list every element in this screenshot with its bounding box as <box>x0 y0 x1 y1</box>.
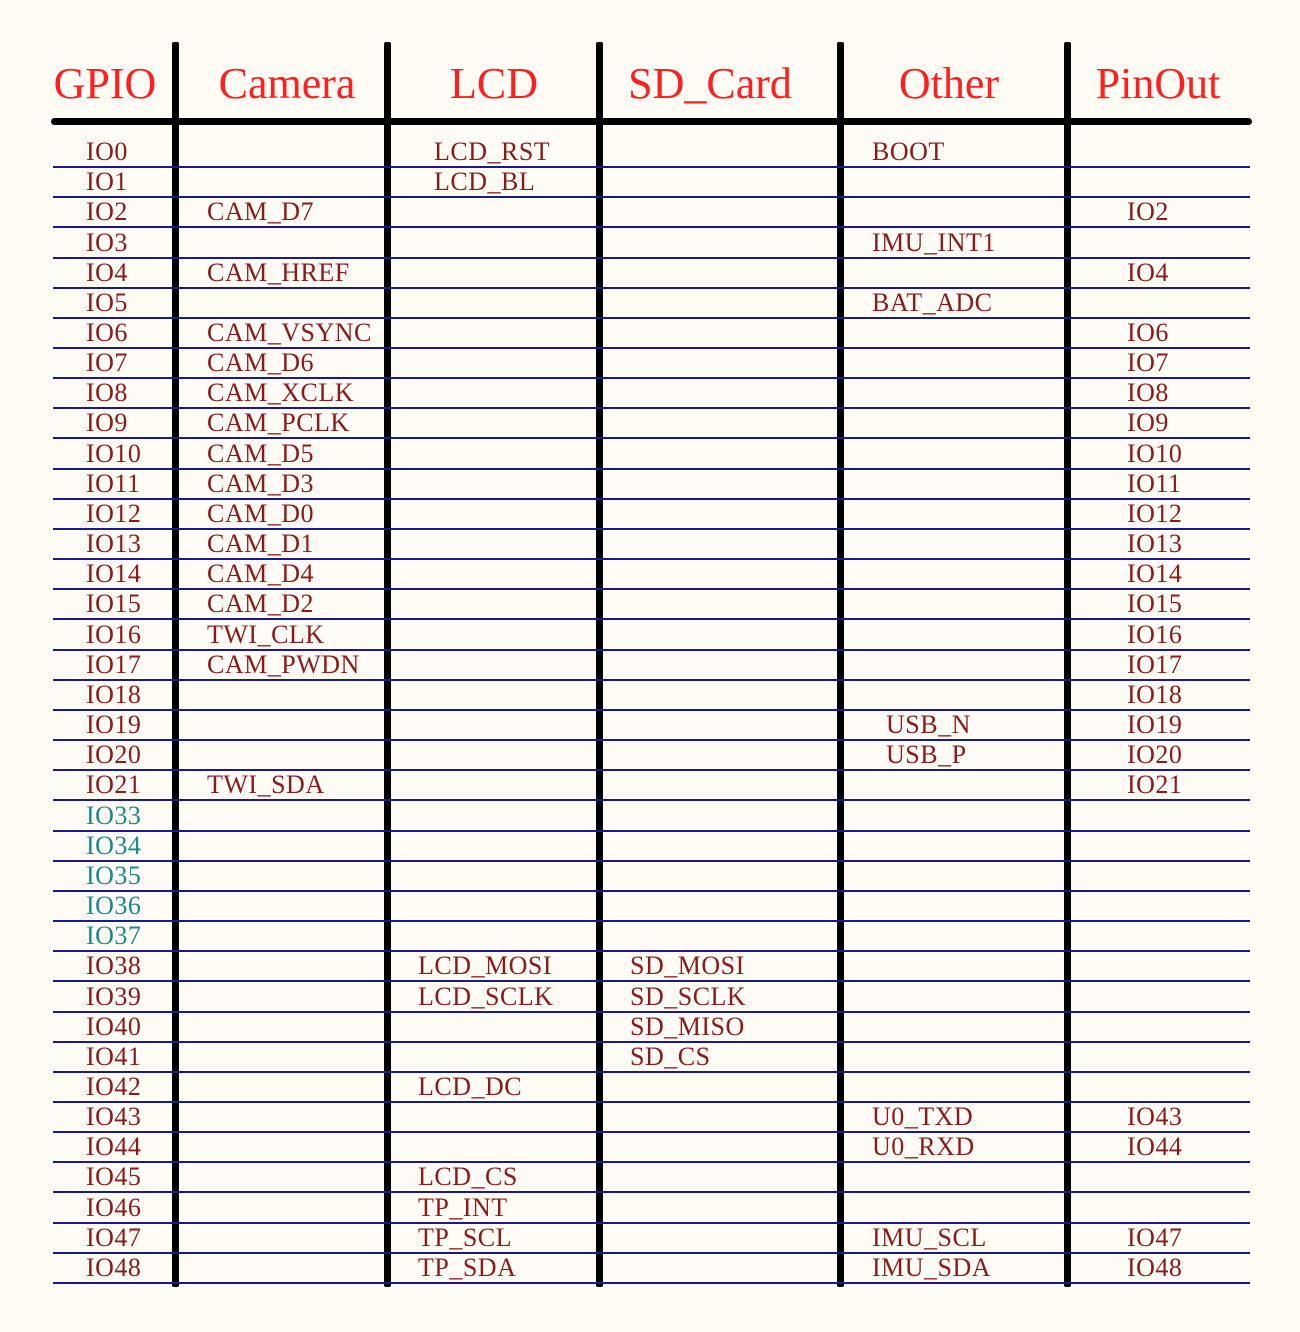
cell-gpio: IO35 <box>86 860 142 890</box>
cell-pinout: IO8 <box>1127 378 1169 408</box>
cell-sd-card: SD_MOSI <box>630 951 745 981</box>
cell-camera: CAM_D6 <box>207 348 315 378</box>
table-row <box>0 681 1300 711</box>
table-row <box>0 259 1300 289</box>
cell-camera: CAM_D2 <box>207 589 315 619</box>
cell-gpio: IO8 <box>86 378 128 408</box>
table-row <box>0 560 1300 590</box>
cell-camera: CAM_D1 <box>207 529 315 559</box>
header-gpio: GPIO <box>53 59 157 108</box>
cell-pinout: IO11 <box>1127 468 1182 498</box>
cell-pinout: IO21 <box>1127 770 1183 800</box>
cell-lcd: LCD_CS <box>418 1162 518 1192</box>
table-row <box>0 1013 1300 1043</box>
table-row <box>0 168 1300 198</box>
table-row <box>0 952 1300 982</box>
header-sd-card: SD_Card <box>628 59 792 108</box>
table-row <box>0 832 1300 862</box>
table-row <box>0 440 1300 470</box>
cell-other: USB_N <box>886 710 971 739</box>
table-row <box>0 1073 1300 1103</box>
cell-camera: CAM_D4 <box>207 559 315 589</box>
table-row <box>0 1163 1300 1193</box>
table-row <box>0 1254 1300 1284</box>
table-row <box>0 711 1300 741</box>
table-row <box>0 741 1300 771</box>
cell-lcd: TP_INT <box>418 1192 508 1222</box>
header-pinout: PinOut <box>1095 59 1221 108</box>
cell-gpio: IO2 <box>86 197 128 227</box>
table-row <box>0 500 1300 530</box>
cell-lcd: LCD_DC <box>418 1072 523 1101</box>
cell-gpio: IO37 <box>86 921 142 951</box>
cell-gpio: IO43 <box>86 1102 142 1132</box>
cell-gpio: IO45 <box>86 1162 142 1192</box>
cell-pinout: IO13 <box>1127 529 1183 559</box>
table-row <box>0 289 1300 319</box>
cell-gpio: IO18 <box>86 679 142 709</box>
cell-camera: CAM_D5 <box>207 438 315 468</box>
table-row <box>0 621 1300 651</box>
cell-lcd: TP_SCL <box>418 1222 513 1252</box>
cell-lcd: LCD_BL <box>434 167 536 197</box>
cell-pinout: IO15 <box>1127 589 1183 619</box>
cell-pinout: IO16 <box>1127 619 1183 649</box>
table-row <box>0 1224 1300 1254</box>
table-row <box>0 138 1300 168</box>
cell-gpio: IO34 <box>86 830 142 860</box>
table-row <box>0 470 1300 500</box>
table-row <box>0 983 1300 1013</box>
table-row <box>0 590 1300 620</box>
table-row <box>0 409 1300 439</box>
cell-camera: CAM_D3 <box>207 468 315 498</box>
cell-pinout: IO10 <box>1127 438 1183 468</box>
cell-pinout: IO19 <box>1127 710 1183 739</box>
cell-camera: CAM_D7 <box>207 197 315 227</box>
cell-lcd: LCD_SCLK <box>418 981 554 1011</box>
cell-gpio: IO36 <box>86 891 142 920</box>
cell-camera: TWI_SDA <box>207 770 325 800</box>
table-row <box>0 892 1300 922</box>
table-row <box>0 198 1300 228</box>
cell-camera: CAM_HREF <box>207 257 350 287</box>
cell-gpio: IO7 <box>86 348 128 378</box>
cell-camera: CAM_D0 <box>207 498 315 528</box>
table-row <box>0 651 1300 681</box>
table-row <box>0 802 1300 832</box>
cell-gpio: IO47 <box>86 1222 142 1252</box>
cell-gpio: IO17 <box>86 649 142 679</box>
cell-camera: CAM_VSYNC <box>207 318 372 347</box>
cell-gpio: IO19 <box>86 710 142 739</box>
table-row <box>0 862 1300 892</box>
cell-pinout: IO48 <box>1127 1252 1183 1282</box>
cell-pinout: IO6 <box>1127 318 1169 347</box>
cell-gpio: IO13 <box>86 529 142 559</box>
header-lcd: LCD <box>450 59 538 108</box>
cell-gpio: IO39 <box>86 981 142 1011</box>
cell-other: U0_TXD <box>872 1102 974 1132</box>
table-row <box>0 1103 1300 1133</box>
cell-pinout: IO7 <box>1127 348 1169 378</box>
table-row <box>0 530 1300 560</box>
header-camera: Camera <box>218 59 356 108</box>
cell-sd-card: SD_MISO <box>630 1011 745 1041</box>
cell-gpio: IO48 <box>86 1252 142 1282</box>
table-row <box>0 1133 1300 1163</box>
cell-other: IMU_INT1 <box>872 227 996 257</box>
cell-lcd: LCD_MOSI <box>418 951 553 981</box>
cell-gpio: IO21 <box>86 770 142 800</box>
cell-gpio: IO33 <box>86 800 142 830</box>
cell-gpio: IO10 <box>86 438 142 468</box>
cell-gpio: IO3 <box>86 227 128 257</box>
table-row <box>0 349 1300 379</box>
cell-gpio: IO41 <box>86 1041 142 1071</box>
cell-lcd: LCD_RST <box>434 137 551 166</box>
table-row <box>0 229 1300 259</box>
cell-other: IMU_SCL <box>872 1222 987 1252</box>
cell-gpio: IO42 <box>86 1072 142 1101</box>
cell-gpio: IO20 <box>86 740 142 770</box>
table-row <box>0 319 1300 349</box>
cell-camera: CAM_PCLK <box>207 408 350 438</box>
cell-camera: TWI_CLK <box>207 619 325 649</box>
cell-gpio: IO4 <box>86 257 128 287</box>
cell-pinout: IO12 <box>1127 498 1183 528</box>
cell-gpio: IO40 <box>86 1011 142 1041</box>
cell-gpio: IO46 <box>86 1192 142 1222</box>
cell-gpio: IO44 <box>86 1132 142 1162</box>
cell-pinout: IO43 <box>1127 1102 1183 1132</box>
table-row <box>0 1043 1300 1073</box>
table-row <box>0 771 1300 801</box>
cell-gpio: IO38 <box>86 951 142 981</box>
cell-other: BOOT <box>872 137 945 166</box>
header-other: Other <box>898 59 1000 108</box>
cell-pinout: IO9 <box>1127 408 1169 438</box>
cell-pinout: IO2 <box>1127 197 1169 227</box>
cell-gpio: IO14 <box>86 559 142 589</box>
cell-sd-card: SD_CS <box>630 1041 711 1071</box>
cell-camera: CAM_PWDN <box>207 649 360 679</box>
cell-pinout: IO14 <box>1127 559 1183 589</box>
table-row <box>0 922 1300 952</box>
cell-pinout: IO4 <box>1127 257 1169 287</box>
cell-pinout: IO18 <box>1127 679 1183 709</box>
cell-other: U0_RXD <box>872 1132 975 1162</box>
cell-sd-card: SD_SCLK <box>630 981 747 1011</box>
cell-pinout: IO20 <box>1127 740 1183 770</box>
cell-lcd: TP_SDA <box>418 1252 517 1282</box>
cell-other: IMU_SDA <box>872 1252 992 1282</box>
cell-gpio: IO6 <box>86 318 128 347</box>
cell-pinout: IO44 <box>1127 1132 1183 1162</box>
cell-pinout: IO47 <box>1127 1222 1183 1252</box>
table-row <box>0 379 1300 409</box>
table-row <box>0 1194 1300 1224</box>
cell-pinout: IO17 <box>1127 649 1183 679</box>
cell-gpio: IO1 <box>86 167 128 197</box>
cell-gpio: IO16 <box>86 619 142 649</box>
cell-gpio: IO15 <box>86 589 142 619</box>
cell-other: BAT_ADC <box>872 287 993 317</box>
cell-gpio: IO0 <box>86 137 128 166</box>
row-separator <box>53 1282 1250 1284</box>
cell-gpio: IO9 <box>86 408 128 438</box>
cell-gpio: IO11 <box>86 468 141 498</box>
cell-gpio: IO5 <box>86 287 128 317</box>
cell-gpio: IO12 <box>86 498 142 528</box>
cell-other: USB_P <box>886 740 967 770</box>
cell-camera: CAM_XCLK <box>207 378 355 408</box>
header-divider <box>51 118 1252 125</box>
